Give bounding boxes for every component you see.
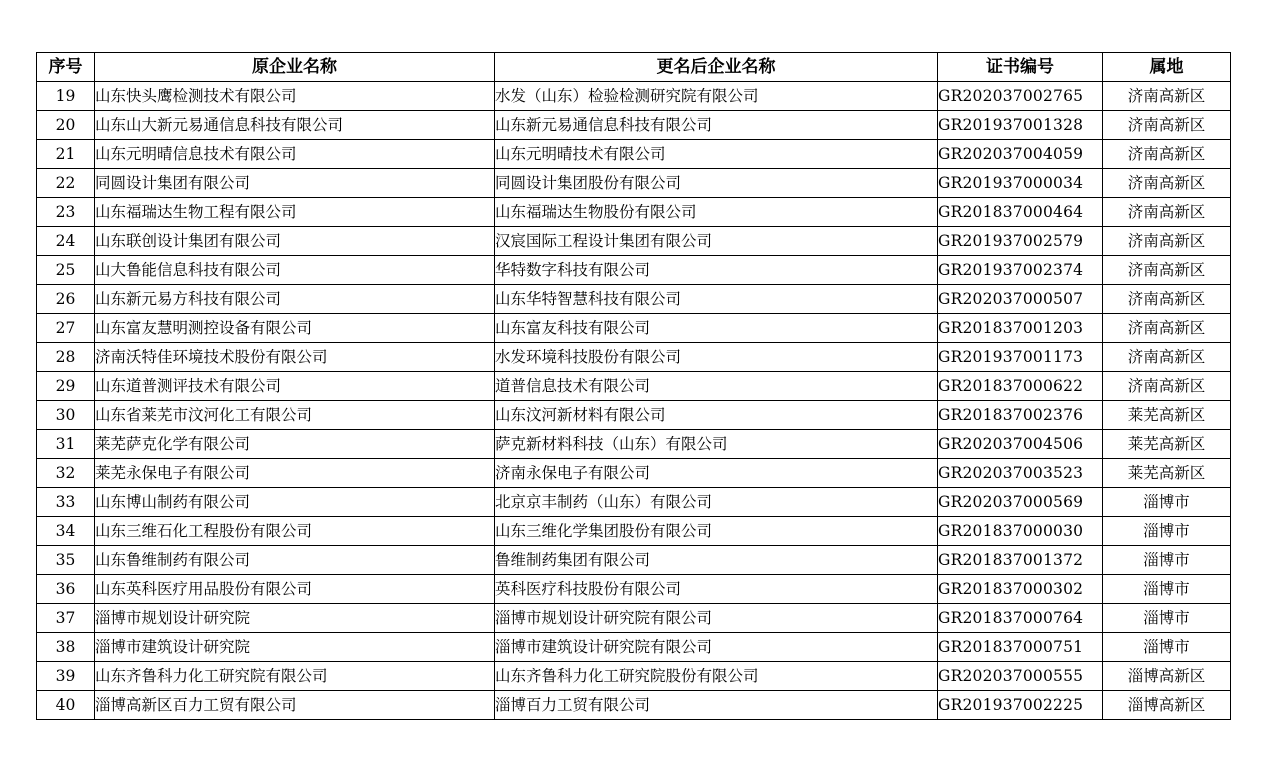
cell-serial-number: 32 xyxy=(37,459,95,488)
table-row xyxy=(37,401,1231,430)
cell-location: 济南高新区 xyxy=(1103,111,1231,140)
cell-original-name: 山东英科医疗用品股份有限公司 xyxy=(95,575,495,604)
cell-original-name: 山东新元易方科技有限公司 xyxy=(95,285,495,314)
cell-original-name: 莱芜萨克化学有限公司 xyxy=(95,430,495,459)
cell-serial-number: 22 xyxy=(37,169,95,198)
table-row xyxy=(37,227,1231,256)
table-row xyxy=(37,198,1231,227)
cell-serial-number: 28 xyxy=(37,343,95,372)
table-row xyxy=(37,314,1231,343)
cell-location: 淄博高新区 xyxy=(1103,662,1231,691)
table-header-row xyxy=(37,53,1231,82)
table-row xyxy=(37,662,1231,691)
table-row xyxy=(37,546,1231,575)
cell-location: 济南高新区 xyxy=(1103,169,1231,198)
cell-location: 济南高新区 xyxy=(1103,314,1231,343)
cell-certificate-number: GR201837000764 xyxy=(938,604,1103,633)
header-new-name: 更名后企业名称 xyxy=(495,53,938,82)
cell-certificate-number: GR202037004506 xyxy=(938,430,1103,459)
cell-original-name: 山东福瑞达生物工程有限公司 xyxy=(95,198,495,227)
table-row xyxy=(37,430,1231,459)
cell-serial-number: 25 xyxy=(37,256,95,285)
cell-certificate-number: GR201937001328 xyxy=(938,111,1103,140)
cell-serial-number: 33 xyxy=(37,488,95,517)
cell-original-name: 山东博山制药有限公司 xyxy=(95,488,495,517)
cell-original-name: 淄博市规划设计研究院 xyxy=(95,604,495,633)
cell-new-name: 山东新元易通信息科技有限公司 xyxy=(495,111,938,140)
cell-new-name: 鲁维制药集团有限公司 xyxy=(495,546,938,575)
cell-certificate-number: GR201837001372 xyxy=(938,546,1103,575)
cell-location: 莱芜高新区 xyxy=(1103,401,1231,430)
cell-original-name: 山东鲁维制药有限公司 xyxy=(95,546,495,575)
cell-original-name: 山大鲁能信息科技有限公司 xyxy=(95,256,495,285)
cell-location: 淄博市 xyxy=(1103,633,1231,662)
cell-certificate-number: GR202037000555 xyxy=(938,662,1103,691)
table-row xyxy=(37,604,1231,633)
cell-new-name: 华特数字科技有限公司 xyxy=(495,256,938,285)
header-original-name: 原企业名称 xyxy=(95,53,495,82)
cell-original-name: 同圆设计集团有限公司 xyxy=(95,169,495,198)
cell-new-name: 汉宸国际工程设计集团有限公司 xyxy=(495,227,938,256)
cell-original-name: 山东省莱芜市汶河化工有限公司 xyxy=(95,401,495,430)
cell-original-name: 山东三维石化工程股份有限公司 xyxy=(95,517,495,546)
cell-certificate-number: GR202037000569 xyxy=(938,488,1103,517)
table-body xyxy=(37,82,1231,720)
table-row xyxy=(37,82,1231,111)
cell-serial-number: 21 xyxy=(37,140,95,169)
cell-original-name: 济南沃特佳环境技术股份有限公司 xyxy=(95,343,495,372)
cell-serial-number: 35 xyxy=(37,546,95,575)
cell-new-name: 山东元明晴技术有限公司 xyxy=(495,140,938,169)
cell-new-name: 萨克新材料科技（山东）有限公司 xyxy=(495,430,938,459)
cell-new-name: 山东福瑞达生物股份有限公司 xyxy=(495,198,938,227)
cell-new-name: 英科医疗科技股份有限公司 xyxy=(495,575,938,604)
cell-location: 济南高新区 xyxy=(1103,343,1231,372)
cell-location: 淄博市 xyxy=(1103,604,1231,633)
table-row xyxy=(37,459,1231,488)
cell-new-name: 同圆设计集团股份有限公司 xyxy=(495,169,938,198)
table-row xyxy=(37,111,1231,140)
cell-original-name: 山东富友慧明测控设备有限公司 xyxy=(95,314,495,343)
cell-certificate-number: GR201937001173 xyxy=(938,343,1103,372)
cell-serial-number: 20 xyxy=(37,111,95,140)
cell-certificate-number: GR201937002579 xyxy=(938,227,1103,256)
cell-serial-number: 26 xyxy=(37,285,95,314)
cell-new-name: 济南永保电子有限公司 xyxy=(495,459,938,488)
table-row xyxy=(37,285,1231,314)
cell-serial-number: 27 xyxy=(37,314,95,343)
cell-new-name: 水发环境科技股份有限公司 xyxy=(495,343,938,372)
cell-serial-number: 23 xyxy=(37,198,95,227)
cell-location: 淄博市 xyxy=(1103,546,1231,575)
cell-location: 莱芜高新区 xyxy=(1103,430,1231,459)
cell-original-name: 淄博高新区百力工贸有限公司 xyxy=(95,691,495,720)
cell-serial-number: 29 xyxy=(37,372,95,401)
cell-certificate-number: GR201837000030 xyxy=(938,517,1103,546)
company-rename-table xyxy=(36,52,1231,720)
cell-location: 淄博市 xyxy=(1103,488,1231,517)
cell-certificate-number: GR201937002225 xyxy=(938,691,1103,720)
cell-new-name: 淄博市建筑设计研究院有限公司 xyxy=(495,633,938,662)
cell-certificate-number: GR202037004059 xyxy=(938,140,1103,169)
cell-new-name: 山东富友科技有限公司 xyxy=(495,314,938,343)
cell-original-name: 山东元明晴信息技术有限公司 xyxy=(95,140,495,169)
table-row xyxy=(37,343,1231,372)
cell-location: 济南高新区 xyxy=(1103,198,1231,227)
cell-original-name: 山东山大新元易通信息科技有限公司 xyxy=(95,111,495,140)
table-row xyxy=(37,633,1231,662)
table-row xyxy=(37,372,1231,401)
cell-serial-number: 39 xyxy=(37,662,95,691)
cell-certificate-number: GR202037003523 xyxy=(938,459,1103,488)
cell-serial-number: 37 xyxy=(37,604,95,633)
cell-location: 淄博高新区 xyxy=(1103,691,1231,720)
cell-location: 济南高新区 xyxy=(1103,82,1231,111)
cell-certificate-number: GR202037000507 xyxy=(938,285,1103,314)
table-row xyxy=(37,169,1231,198)
cell-serial-number: 31 xyxy=(37,430,95,459)
cell-new-name: 道普信息技术有限公司 xyxy=(495,372,938,401)
cell-certificate-number: GR201837000302 xyxy=(938,575,1103,604)
cell-new-name: 山东汶河新材料有限公司 xyxy=(495,401,938,430)
cell-location: 济南高新区 xyxy=(1103,256,1231,285)
cell-certificate-number: GR201837000622 xyxy=(938,372,1103,401)
cell-certificate-number: GR201837001203 xyxy=(938,314,1103,343)
cell-original-name: 山东快头鹰检测技术有限公司 xyxy=(95,82,495,111)
table-row xyxy=(37,140,1231,169)
cell-new-name: 山东华特智慧科技有限公司 xyxy=(495,285,938,314)
cell-location: 淄博市 xyxy=(1103,575,1231,604)
cell-serial-number: 24 xyxy=(37,227,95,256)
cell-location: 济南高新区 xyxy=(1103,372,1231,401)
cell-certificate-number: GR201837000751 xyxy=(938,633,1103,662)
cell-location: 济南高新区 xyxy=(1103,227,1231,256)
cell-new-name: 淄博市规划设计研究院有限公司 xyxy=(495,604,938,633)
table-row xyxy=(37,575,1231,604)
cell-location: 济南高新区 xyxy=(1103,140,1231,169)
cell-serial-number: 38 xyxy=(37,633,95,662)
cell-original-name: 山东联创设计集团有限公司 xyxy=(95,227,495,256)
header-location: 属地 xyxy=(1103,53,1231,82)
cell-new-name: 水发（山东）检验检测研究院有限公司 xyxy=(495,82,938,111)
cell-serial-number: 19 xyxy=(37,82,95,111)
cell-serial-number: 30 xyxy=(37,401,95,430)
table-row xyxy=(37,691,1231,720)
cell-location: 济南高新区 xyxy=(1103,285,1231,314)
cell-certificate-number: GR201837000464 xyxy=(938,198,1103,227)
cell-serial-number: 36 xyxy=(37,575,95,604)
cell-original-name: 山东齐鲁科力化工研究院有限公司 xyxy=(95,662,495,691)
table-row xyxy=(37,488,1231,517)
cell-serial-number: 40 xyxy=(37,691,95,720)
cell-new-name: 山东三维化学集团股份有限公司 xyxy=(495,517,938,546)
cell-location: 淄博市 xyxy=(1103,517,1231,546)
cell-original-name: 莱芜永保电子有限公司 xyxy=(95,459,495,488)
cell-original-name: 淄博市建筑设计研究院 xyxy=(95,633,495,662)
cell-new-name: 淄博百力工贸有限公司 xyxy=(495,691,938,720)
cell-new-name: 北京京丰制药（山东）有限公司 xyxy=(495,488,938,517)
cell-certificate-number: GR201937000034 xyxy=(938,169,1103,198)
cell-location: 莱芜高新区 xyxy=(1103,459,1231,488)
cell-original-name: 山东道普测评技术有限公司 xyxy=(95,372,495,401)
table-row xyxy=(37,517,1231,546)
cell-certificate-number: GR201837002376 xyxy=(938,401,1103,430)
header-serial-number: 序号 xyxy=(37,53,95,82)
table-row xyxy=(37,256,1231,285)
header-certificate-number: 证书编号 xyxy=(938,53,1103,82)
cell-certificate-number: GR201937002374 xyxy=(938,256,1103,285)
cell-serial-number: 34 xyxy=(37,517,95,546)
cell-new-name: 山东齐鲁科力化工研究院股份有限公司 xyxy=(495,662,938,691)
cell-certificate-number: GR202037002765 xyxy=(938,82,1103,111)
